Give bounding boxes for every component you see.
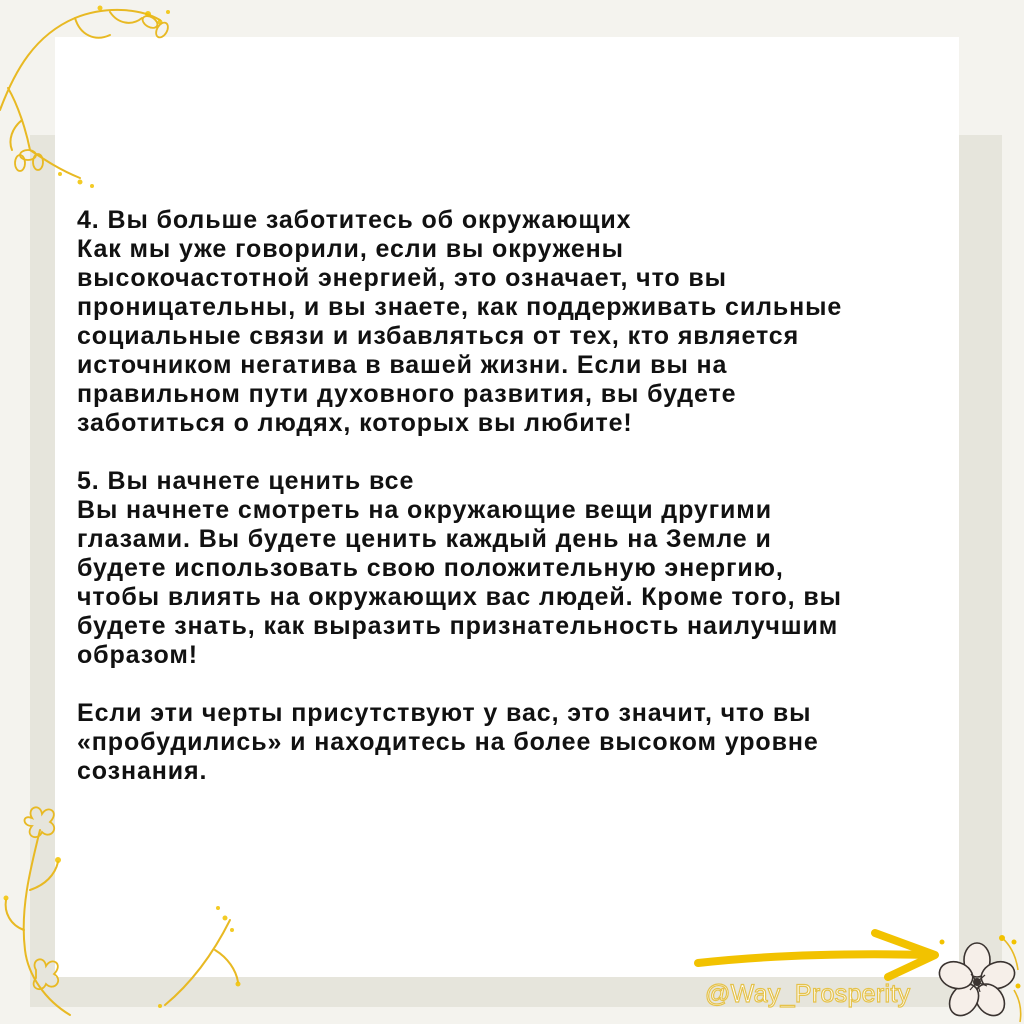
- section-5-line: чтобы влиять на окружающих вас людей. Кроме того, вы: [77, 583, 842, 611]
- arrow-right-icon: [690, 925, 950, 985]
- section-4: [77, 206, 957, 438]
- author-handle: @Way_Prosperity: [705, 980, 911, 1008]
- section-5-line: будете использовать свою положительную энергию,: [77, 554, 784, 582]
- section-5-heading: 5. Вы начнете ценить все: [77, 467, 415, 495]
- section-4-line: Как мы уже говорили, если вы окружены: [77, 235, 624, 263]
- conclusion-line: «пробудились» и находитесь на более высоком уровне: [77, 728, 819, 756]
- section-5-line: будете знать, как выразить признательность наилучшим: [77, 612, 839, 640]
- paragraph-gap: [77, 438, 957, 467]
- section-5-line: образом!: [77, 641, 198, 669]
- paragraph-gap: [77, 670, 957, 699]
- section-4-line: заботиться о людях, которых вы любите!: [77, 409, 633, 437]
- section-5-line: Вы начнете смотреть на окружающие вещи другими: [77, 496, 772, 524]
- post-text: [77, 206, 957, 786]
- section-4-line: источником негатива в вашей жизни. Если вы на: [77, 351, 728, 379]
- section-4-line: правильном пути духовного развития, вы будете: [77, 380, 737, 408]
- section-4-heading: 4. Вы больше заботитесь об окружающих: [77, 206, 632, 234]
- conclusion-line: Если эти черты присутствуют у вас, это значит, что вы: [77, 699, 812, 727]
- floral-vine-icon: [0, 0, 190, 195]
- section-5: [77, 467, 957, 670]
- section-5-line: глазами. Вы будете ценить каждый день на Земле и: [77, 525, 772, 553]
- section-4-line: социальные связи и избавляться от тех, кто является: [77, 322, 800, 350]
- conclusion: [77, 699, 957, 786]
- conclusion-line: сознания.: [77, 757, 208, 785]
- flower-branch-icon: [0, 800, 250, 1024]
- flower-blossom-icon: [930, 930, 1024, 1024]
- section-4-line: проницательны, и вы знаете, как поддерживать сильные: [77, 293, 843, 321]
- section-4-line: высокочастотной энергией, это означает, что вы: [77, 264, 727, 292]
